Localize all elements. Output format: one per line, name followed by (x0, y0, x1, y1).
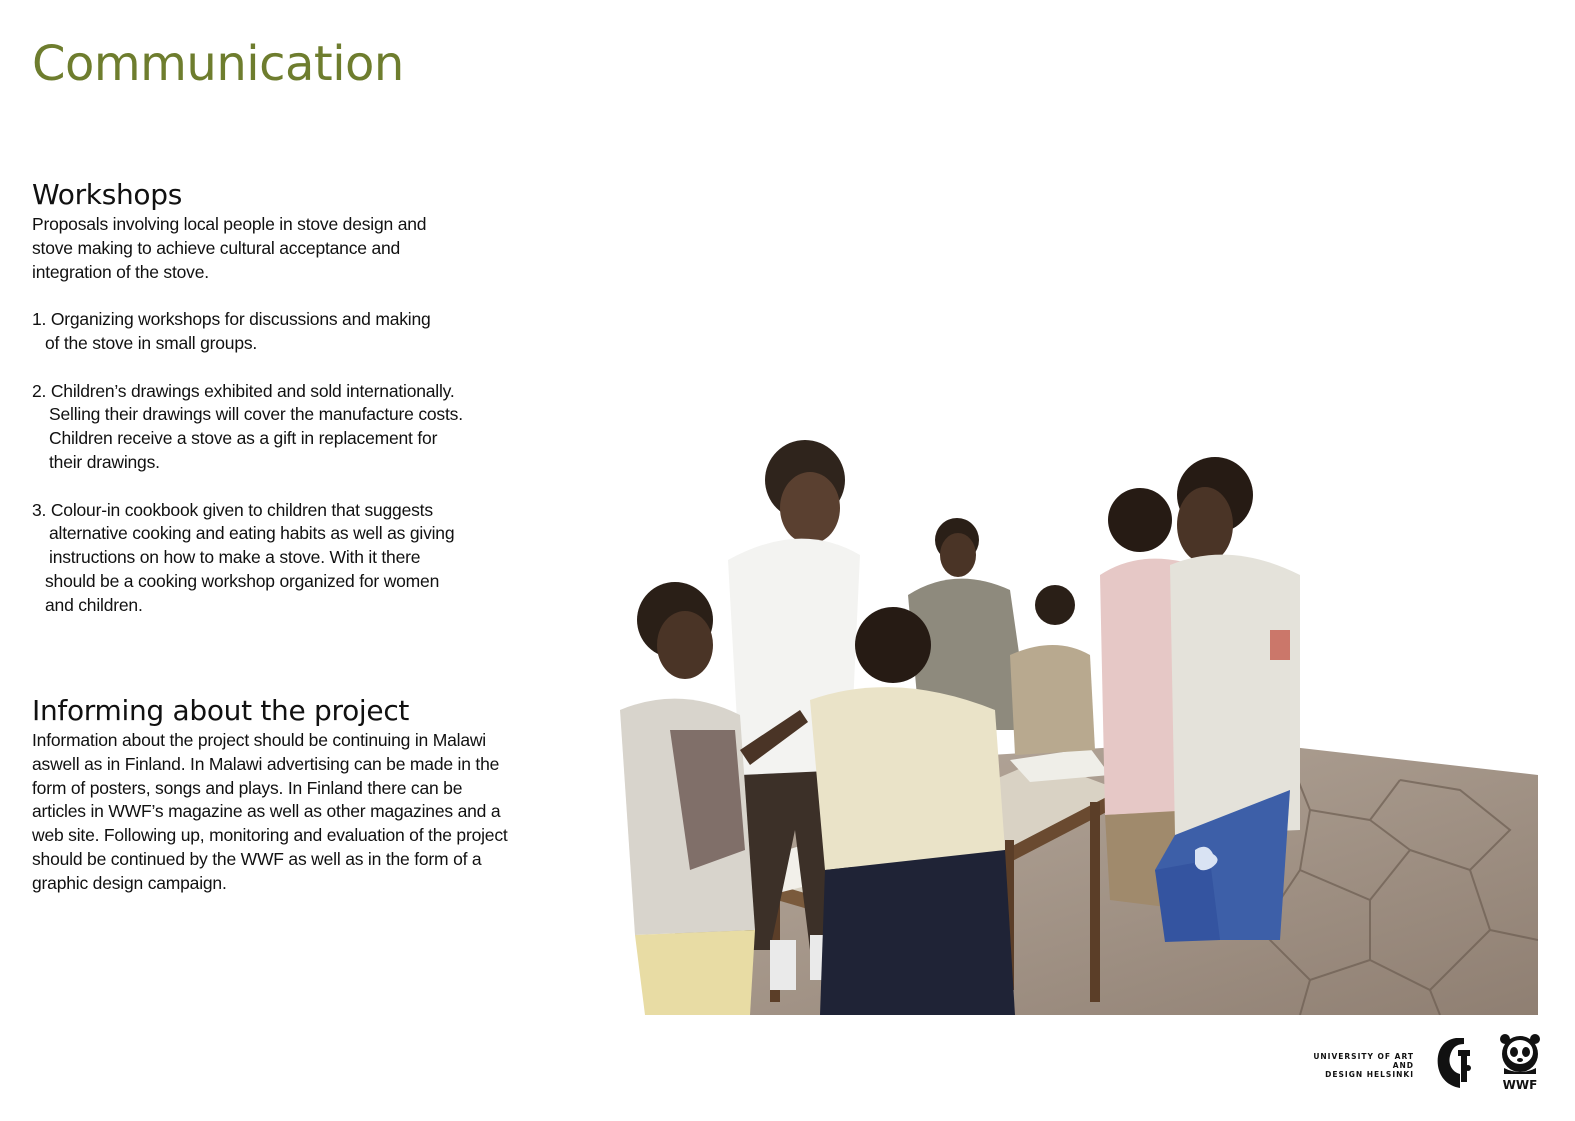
university-line-2: DESIGN HELSINKI (1325, 1070, 1414, 1079)
item-line: alternative cooking and eating habits as well as giving (49, 523, 455, 544)
university-line-1: UNIVERSITY OF ART AND (1313, 1052, 1414, 1070)
item-line: 1. Organizing workshops for discussions and making (32, 309, 431, 330)
item-line: 3. Colour-in cookbook given to children that suggests (32, 499, 433, 520)
workshop-item-3 (32, 499, 532, 618)
item-line: of the stove in small groups. (45, 332, 258, 353)
university-logo-icon (1434, 1034, 1474, 1090)
informing-section (32, 694, 532, 896)
workshops-section (32, 178, 532, 618)
item-line: instructions on how to make a stove. With it there (49, 547, 421, 568)
footer-logos (1290, 1030, 1550, 1094)
workshops-intro: Proposals involving local people in stove design and stove making to achieve cultural acceptance and integration of the stove. (32, 214, 427, 282)
item-line: Selling their drawings will cover the manufacture costs. (49, 404, 463, 425)
workshops-heading: Workshops (32, 178, 183, 211)
item-line: and children. (45, 594, 143, 615)
workshop-item-1 (32, 308, 532, 356)
item-line: should be a cooking workshop organized for women (45, 570, 440, 591)
wwf-panda-icon (1498, 1032, 1542, 1092)
informing-body: Information about the project should be continuing in Malawi aswell as in Finland. In Malawi advertising can be made in the form of posters, songs and plays. In Finland there can be articles in WWF’s magazine as well as other magazines and a web site. Following up, monitoring and evaluation of the project should be continued by the WWF as well as in the form of a graphic design campaign. (32, 730, 508, 893)
workshop-item-2 (32, 380, 532, 475)
item-line: 2. Children’s drawings exhibited and sold internationally. (32, 380, 455, 401)
page-title: Communication (32, 36, 404, 92)
university-name (1290, 1052, 1414, 1079)
item-line: their drawings. (49, 451, 160, 472)
item-line: Children receive a stove as a gift in replacement for (49, 428, 438, 449)
informing-heading: Informing about the project (32, 694, 410, 727)
wwf-label: WWF (1502, 1078, 1538, 1092)
workshop-photo (610, 430, 1538, 1015)
